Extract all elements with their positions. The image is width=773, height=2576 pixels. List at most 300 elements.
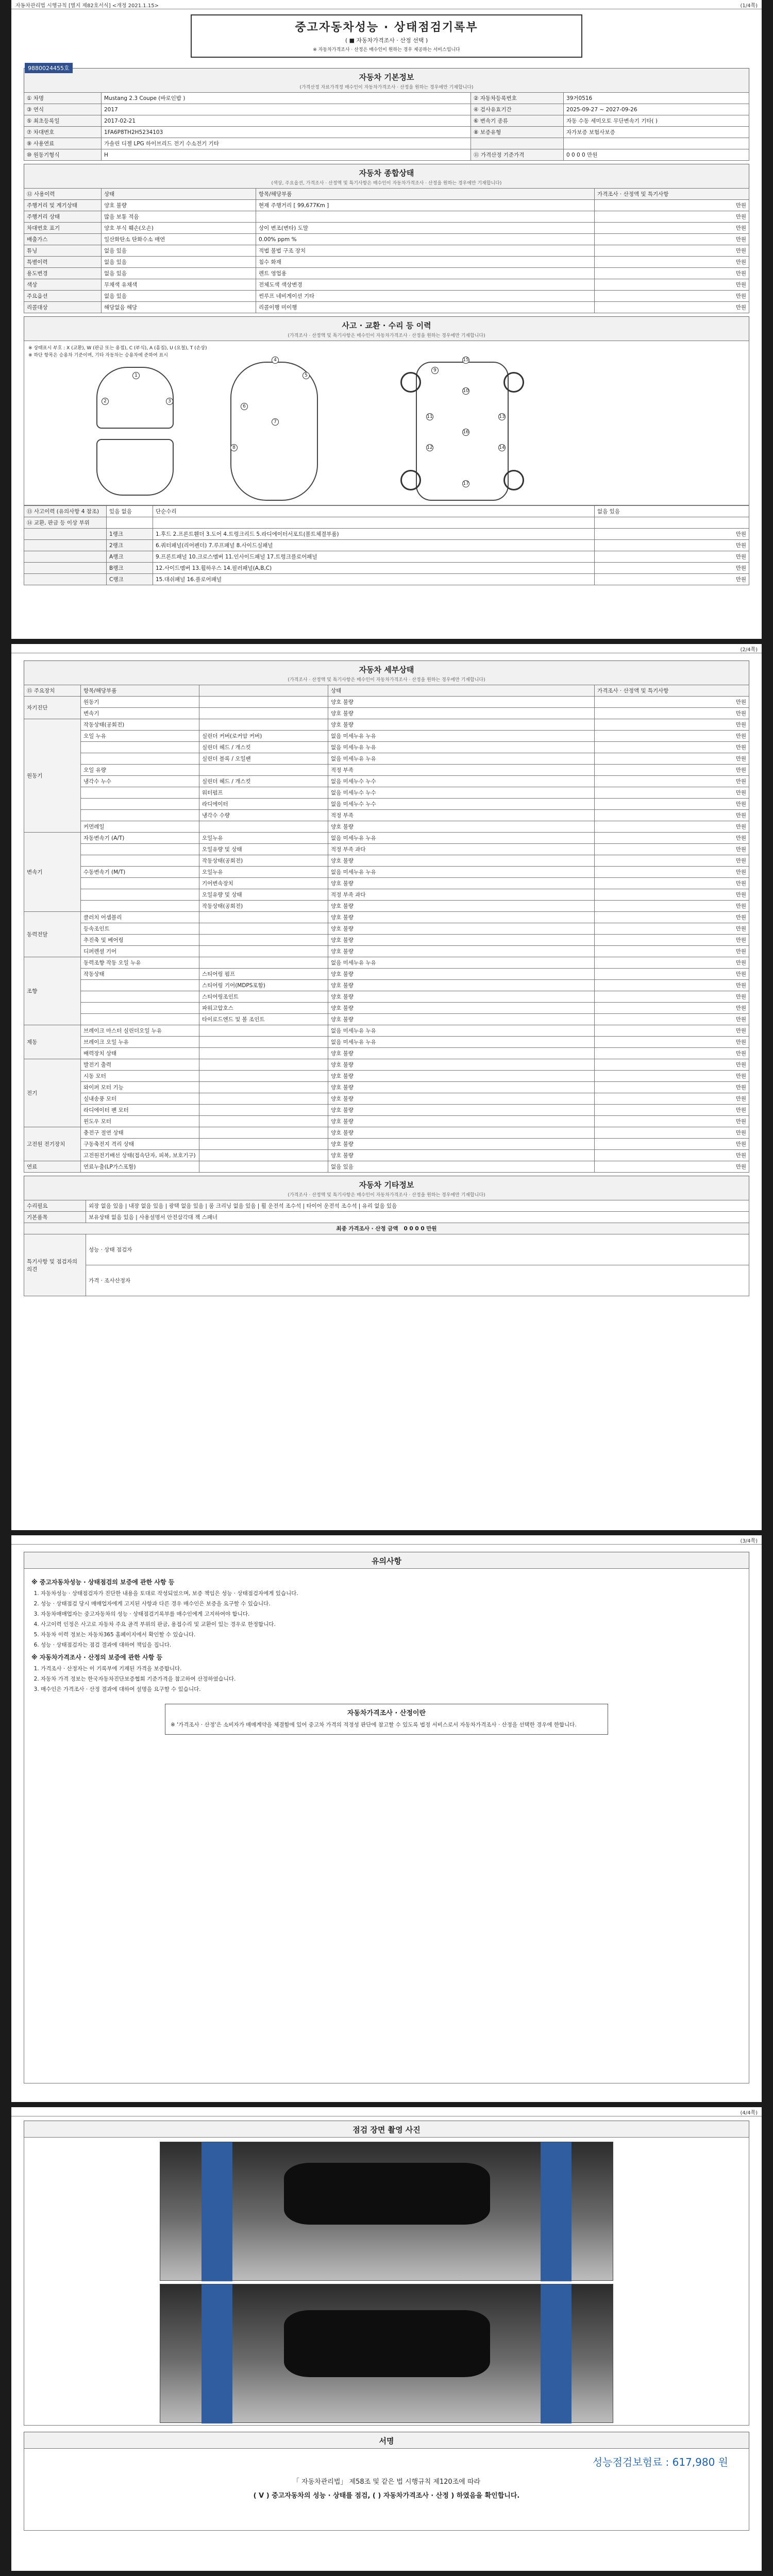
rank-items: 6.쿼터패널(리어펜더) 7.루프패널 8.사이드실패널 bbox=[153, 540, 595, 551]
detail-part bbox=[199, 719, 328, 731]
detail-item: 고전원전기배선 상태(접속단자, 피복, 보호기구) bbox=[81, 1150, 199, 1161]
detail-table bbox=[24, 685, 749, 1173]
summary-price: 만원 bbox=[595, 268, 749, 279]
part-number-marker: 5 bbox=[303, 372, 310, 379]
field-label: ⑩ 원동기형식 bbox=[24, 149, 102, 161]
detail-item: 브레이크 오일 누유 bbox=[81, 1037, 199, 1048]
part-number-marker: 3 bbox=[166, 398, 173, 405]
appraisal-explain-text: ※ '가격조사 · 산정'은 소비자가 매매계약을 체결함에 있어 중고차 가격의 적정성 판단에 참고할 수 있도록 법정 서비스로서 자동차가격조사 · 산정을 선택한 경우에 한합니다. bbox=[171, 1722, 577, 1728]
detail-part bbox=[199, 1071, 328, 1082]
sign-line-1: 「 자동차관리법」 제58조 및 같은 법 시행규칙 제120조에 따라 bbox=[292, 2478, 481, 2486]
accident-value-2: 없음 있음 bbox=[595, 506, 749, 517]
detail-price: 만원 bbox=[595, 969, 749, 980]
detail-row bbox=[24, 1059, 749, 1071]
summary-item bbox=[256, 211, 595, 223]
detail-price: 만원 bbox=[595, 697, 749, 708]
special-notes-inspector: 성능 · 상태 점검자 bbox=[86, 1234, 749, 1265]
accident-rank-row bbox=[24, 563, 749, 574]
detail-state: 양호 불량 bbox=[328, 901, 595, 912]
detail-part bbox=[199, 1025, 328, 1037]
detail-row bbox=[24, 753, 749, 765]
detail-price: 만원 bbox=[595, 1139, 749, 1150]
detail-price: 만원 bbox=[595, 753, 749, 765]
notes-item: 2. 자동차 가격 정보는 한국자동차진단보증협회 기준가격을 참고하여 산정하였습니다. bbox=[41, 1675, 742, 1683]
detail-price: 만원 bbox=[595, 1127, 749, 1139]
detail-price: 만원 bbox=[595, 708, 749, 719]
field-value: 2017 bbox=[102, 104, 471, 115]
detail-price: 만원 bbox=[595, 719, 749, 731]
detail-price: 만원 bbox=[595, 1105, 749, 1116]
detail-part bbox=[199, 1037, 328, 1048]
detail-state: 양호 불량 bbox=[328, 1116, 595, 1127]
accident-row bbox=[24, 506, 749, 517]
detail-item: 오일 누유 bbox=[81, 731, 199, 742]
wheel-icon bbox=[503, 372, 524, 393]
summary-row bbox=[24, 245, 749, 257]
detail-part: 실린더 블록 / 오일팬 bbox=[199, 753, 328, 765]
detail-row bbox=[24, 878, 749, 889]
field-value bbox=[564, 138, 749, 149]
basic-info-row bbox=[24, 93, 749, 104]
summary-price: 만원 bbox=[595, 257, 749, 268]
detail-state: 양호 불량 bbox=[328, 1082, 595, 1093]
detail-row bbox=[24, 1127, 749, 1139]
photos-header bbox=[24, 2121, 749, 2137]
field-label: ⑦ 차대번호 bbox=[24, 127, 102, 138]
part-number-marker: 6 bbox=[241, 403, 248, 410]
detail-part: 오일누유 bbox=[199, 833, 328, 844]
part-number-marker: 17 bbox=[463, 481, 469, 486]
detail-part: 스티어링 펌프 bbox=[199, 969, 328, 980]
summary-state: 없음 있음 bbox=[102, 291, 256, 302]
notes-title: 유의사항 bbox=[372, 1556, 401, 1566]
etc-table bbox=[24, 1200, 749, 1296]
detail-part bbox=[199, 1093, 328, 1105]
summary-state: 양호 불량 bbox=[102, 200, 256, 211]
summary-price: 만원 bbox=[595, 223, 749, 234]
summary-label: 특별이력 bbox=[24, 257, 102, 268]
summary-price: 만원 bbox=[595, 279, 749, 291]
detail-state: 없음 미세누유 누유 bbox=[328, 833, 595, 844]
detail-part: 파워고압호스 bbox=[199, 1003, 328, 1014]
rank-label: 1랭크 bbox=[107, 529, 153, 540]
notes-header bbox=[24, 1552, 749, 1568]
summary-item: 전체도색 색상변경 bbox=[256, 279, 595, 291]
detail-part bbox=[199, 912, 328, 923]
detail-part: 실린더 커버(로커암 커버) bbox=[199, 731, 328, 742]
detail-state: 없음 미세누수 누수 bbox=[328, 776, 595, 787]
detail-row bbox=[24, 912, 749, 923]
summary-row bbox=[24, 211, 749, 223]
detail-row bbox=[24, 980, 749, 991]
detail-item: 자동변속기 (A/T) bbox=[81, 833, 199, 844]
document-note: ※ 자동차가격조사 · 산정은 매수인이 원하는 경우 제공하는 서비스입니다 bbox=[313, 47, 460, 53]
column-header: 가격조사 · 산정액 및 특기사항 bbox=[595, 685, 749, 697]
detail-part bbox=[199, 1116, 328, 1127]
detail-price: 만원 bbox=[595, 957, 749, 969]
summary-price: 만원 bbox=[595, 291, 749, 302]
accident-desc: (가격조사 · 산정액 및 특기사항은 매수인이 자동차가격조사 · 산정을 원하는 경우에만 기재합니다) bbox=[288, 333, 485, 338]
detail-group: 동력전달 bbox=[24, 912, 81, 957]
detail-item: 배력장치 상태 bbox=[81, 1048, 199, 1059]
special-notes-appraiser: 가격 · 조사산정자 bbox=[86, 1265, 749, 1296]
detail-price: 만원 bbox=[595, 935, 749, 946]
notes-item: 5. 자동차 이력 정보는 자동차365 홈페이지에서 확인할 수 있습니다. bbox=[41, 1631, 742, 1639]
detail-price: 만원 bbox=[595, 844, 749, 855]
detail-price: 만원 bbox=[595, 889, 749, 901]
field-label bbox=[471, 138, 564, 149]
field-value: 자가보증 보험사보증 bbox=[564, 127, 749, 138]
detail-item: 커먼레일 bbox=[81, 821, 199, 833]
wheel-icon bbox=[400, 372, 421, 393]
detail-item: 클러치 어셈블리 bbox=[81, 912, 199, 923]
detail-item bbox=[81, 889, 199, 901]
detail-item: 연료누출(LP가스포함) bbox=[81, 1161, 199, 1173]
notes-item: 1. 자동차성능 · 상태점검자가 진단한 내용을 토대로 작성되었으며, 보증 책임은 성능 · 상태점검자에게 있습니다. bbox=[41, 1589, 742, 1598]
summary-state: 없음 있음 bbox=[102, 268, 256, 279]
detail-item: 작동상태(공회전) bbox=[81, 719, 199, 731]
detail-state: 없음 미세누유 누유 bbox=[328, 867, 595, 878]
detail-row bbox=[24, 1071, 749, 1082]
detail-item: 발전기 출력 bbox=[81, 1059, 199, 1071]
notes-box bbox=[24, 1568, 749, 2083]
wheel-icon bbox=[503, 470, 524, 490]
detail-price: 만원 bbox=[595, 1003, 749, 1014]
detail-state: 적정 부족 bbox=[328, 810, 595, 821]
detail-row bbox=[24, 719, 749, 731]
detail-part bbox=[199, 1150, 328, 1161]
summary-state: 일산화탄소 탄화수소 매연 bbox=[102, 234, 256, 245]
car-top-view bbox=[230, 362, 318, 501]
summary-label: 색상 bbox=[24, 279, 102, 291]
detail-row bbox=[24, 957, 749, 969]
field-label: ⑧ 보증유형 bbox=[471, 127, 564, 138]
detail-state: 없음 미세누유 누유 bbox=[328, 1037, 595, 1048]
detail-row bbox=[24, 799, 749, 810]
summary-price: 만원 bbox=[595, 234, 749, 245]
accident-value bbox=[107, 517, 153, 529]
detail-part: 실린더 헤드 / 개스킷 bbox=[199, 742, 328, 753]
summary-item: 렌트 영업용 bbox=[256, 268, 595, 279]
detail-item: 변속기 bbox=[81, 708, 199, 719]
detail-state: 없음 미세누유 누유 bbox=[328, 753, 595, 765]
part-number-marker: 8 bbox=[230, 444, 238, 451]
accident-value-2 bbox=[595, 517, 749, 529]
detail-state: 양호 불량 bbox=[328, 1150, 595, 1161]
detail-part: 스티어링조인트 bbox=[199, 991, 328, 1003]
detail-price: 만원 bbox=[595, 1014, 749, 1025]
summary-title: 자동차 종합상태 bbox=[359, 168, 414, 178]
part-number-marker: 13 bbox=[499, 414, 505, 419]
detail-row bbox=[24, 1139, 749, 1150]
detail-state: 없음 미세누유 누유 bbox=[328, 731, 595, 742]
accident-title: 사고 · 교환 · 수리 등 이력 bbox=[342, 321, 431, 330]
detail-item bbox=[81, 901, 199, 912]
photos-box bbox=[24, 2137, 749, 2426]
summary-item: 침수 화재 bbox=[256, 257, 595, 268]
page-number: (1/4쪽) bbox=[740, 3, 758, 9]
detail-state: 양호 불량 bbox=[328, 935, 595, 946]
column-header bbox=[199, 685, 328, 697]
spacer bbox=[24, 563, 107, 574]
basic-info-row bbox=[24, 127, 749, 138]
notes-item: 3. 매수인은 가격조사 · 산정 결과에 대하여 설명을 요구할 수 있습니다. bbox=[41, 1685, 742, 1693]
part-number-marker: 2 bbox=[102, 398, 109, 405]
notes-list-1 bbox=[31, 1589, 742, 1649]
detail-part: 작동상태(공회전) bbox=[199, 855, 328, 867]
column-header: 상태 bbox=[102, 189, 256, 200]
detail-item: 오일 유량 bbox=[81, 765, 199, 776]
detail-part: 스티어링 기어(MDPS포함) bbox=[199, 980, 328, 991]
detail-row bbox=[24, 731, 749, 742]
summary-price: 만원 bbox=[595, 245, 749, 257]
detail-state: 적정 부족 과다 bbox=[328, 844, 595, 855]
detail-part: 실린더 헤드 / 개스킷 bbox=[199, 776, 328, 787]
field-value: 1FA6P8TH2H5234103 bbox=[102, 127, 471, 138]
detail-price: 만원 bbox=[595, 821, 749, 833]
notes-item: 1. 가격조사 · 산정자는 이 기록부에 기재된 가격을 보증합니다. bbox=[41, 1665, 742, 1673]
part-number-marker: 1 bbox=[132, 372, 140, 379]
detail-price: 만원 bbox=[595, 923, 749, 935]
accident-label: ⑭ 교환, 판금 등 이상 부위 bbox=[24, 517, 107, 529]
detail-state: 양호 불량 bbox=[328, 1105, 595, 1116]
detail-price: 만원 bbox=[595, 1116, 749, 1127]
summary-header bbox=[24, 164, 749, 188]
detail-item: 브레이크 마스터 실린더오일 누유 bbox=[81, 1025, 199, 1037]
detail-header bbox=[24, 660, 749, 685]
etc-desc: (가격조사 · 산정액 및 특기사항은 매수인이 자동차가격조사 · 산정을 원하는 경우에만 기재합니다) bbox=[288, 1193, 485, 1198]
detail-item: 와이퍼 모터 기능 bbox=[81, 1082, 199, 1093]
detail-row bbox=[24, 901, 749, 912]
detail-price: 만원 bbox=[595, 1037, 749, 1048]
inspection-photo-rear bbox=[160, 2284, 613, 2423]
field-label: ④ 검사유효기간 bbox=[471, 104, 564, 115]
detail-item: 디퍼렌셜 기어 bbox=[81, 946, 199, 957]
summary-desc: (색상, 주요옵션, 가격조사 · 산정액 및 특기사항은 매수인이 자동차가격조사 · 산정을 원하는 경우에만 기재합니다) bbox=[271, 181, 502, 186]
summary-item: 0.00% ppm % bbox=[256, 234, 595, 245]
detail-price: 만원 bbox=[595, 867, 749, 878]
detail-state: 양호 불량 bbox=[328, 821, 595, 833]
field-label: ⑤ 최초등록일 bbox=[24, 115, 102, 127]
car-underside bbox=[284, 2310, 490, 2377]
detail-part: 오일누유 bbox=[199, 867, 328, 878]
accident-header bbox=[24, 316, 749, 341]
etc-items: 외장 없음 있음 | 내장 없음 있음 | 광택 없음 있음 | 룸 크리닝 없음 있음 | 휠 운전석 조수석 | 타이어 운전석 조수석 | 유리 없음 있음 bbox=[86, 1200, 749, 1212]
summary-price: 만원 bbox=[595, 302, 749, 313]
detail-row bbox=[24, 855, 749, 867]
detail-state: 없음 미세누유 누유 bbox=[328, 1025, 595, 1037]
sign-box bbox=[24, 2448, 749, 2531]
detail-title: 자동차 세부상태 bbox=[359, 665, 414, 674]
detail-row bbox=[24, 776, 749, 787]
detail-part: 냉각수 수량 bbox=[199, 810, 328, 821]
accident-label-2 bbox=[153, 517, 595, 529]
summary-label: 주행거리 상태 bbox=[24, 211, 102, 223]
detail-state: 적정 부족 과다 bbox=[328, 889, 595, 901]
detail-group: 연료 bbox=[24, 1161, 81, 1173]
diagram-legend: ※ 상태표시 부호 : X (교환), W (판금 또는 용접), C (부식), A (흠집), U (요철), T (손상) bbox=[28, 346, 207, 351]
detail-row bbox=[24, 810, 749, 821]
detail-state: 양호 불량 bbox=[328, 1048, 595, 1059]
part-number-marker: 12 bbox=[427, 445, 433, 450]
column-header: ⑫ 사용이력 bbox=[24, 189, 102, 200]
detail-price: 만원 bbox=[595, 991, 749, 1003]
detail-row bbox=[24, 1082, 749, 1093]
detail-part bbox=[199, 1139, 328, 1150]
detail-price: 만원 bbox=[595, 1071, 749, 1082]
detail-part: 오일유량 및 상태 bbox=[199, 844, 328, 855]
detail-item: 냉각수 누수 bbox=[81, 776, 199, 787]
detail-state: 양호 불량 bbox=[328, 1127, 595, 1139]
detail-item: 등속조인트 bbox=[81, 923, 199, 935]
notes-heading-2: ※ 자동차가격조사 · 산정의 보증에 관한 사항 등 bbox=[31, 1654, 163, 1661]
diagram-legend-2: ※ 하단 항목은 승용차 기준이며, 기타 자동차는 승용차에 준하여 표시 bbox=[28, 353, 168, 358]
detail-part: 오일유량 및 상태 bbox=[199, 889, 328, 901]
detail-part bbox=[199, 1082, 328, 1093]
detail-row bbox=[24, 969, 749, 980]
summary-item: 상이 변조(변타) 도말 bbox=[256, 223, 595, 234]
detail-group: 변속기 bbox=[24, 833, 81, 912]
detail-row bbox=[24, 935, 749, 946]
part-number-marker: 15 bbox=[463, 358, 469, 363]
detail-state: 없음 미세누수 누수 bbox=[328, 799, 595, 810]
detail-state: 양호 불량 bbox=[328, 1014, 595, 1025]
basic-info-header bbox=[24, 68, 749, 92]
detail-price: 만원 bbox=[595, 878, 749, 889]
part-number-marker: 9 bbox=[431, 367, 439, 374]
column-header: 항목/해당부품 bbox=[256, 189, 595, 200]
notes-item: 2. 성능 · 상태점검 당시 매매업자에게 고지된 사항과 다른 경우 매수인은 보증을 요구할 수 있습니다. bbox=[41, 1600, 742, 1608]
detail-item: 충전구 절연 상태 bbox=[81, 1127, 199, 1139]
detail-row bbox=[24, 787, 749, 799]
spacer bbox=[24, 540, 107, 551]
detail-row bbox=[24, 1048, 749, 1059]
etc-row bbox=[24, 1212, 749, 1223]
summary-label: 주행거리 및 계기상태 bbox=[24, 200, 102, 211]
summary-state: 해당없음 해당 bbox=[102, 302, 256, 313]
inspection-photo-front bbox=[160, 2142, 613, 2281]
page-header bbox=[11, 0, 762, 9]
notes-item: 4. 사고이력 인정은 사고로 자동차 주요 골격 부위의 판금, 용접수리 및 교환이 있는 경우로 한정합니다. bbox=[41, 1620, 742, 1629]
summary-row bbox=[24, 234, 749, 245]
summary-row bbox=[24, 223, 749, 234]
column-header: 항목/해당부품 bbox=[81, 685, 199, 697]
page-1 bbox=[11, 0, 762, 639]
field-label: ⑪ 가격산정 기준가격 bbox=[471, 149, 564, 161]
spacer bbox=[24, 551, 107, 563]
detail-item: 수동변속기 (M/T) bbox=[81, 867, 199, 878]
detail-price: 만원 bbox=[595, 1048, 749, 1059]
detail-state: 양호 불량 bbox=[328, 719, 595, 731]
summary-item: 썬루프 네비게이션 기타 bbox=[256, 291, 595, 302]
summary-row bbox=[24, 279, 749, 291]
etc-row bbox=[24, 1200, 749, 1212]
detail-row bbox=[24, 742, 749, 753]
detail-state: 양호 불량 bbox=[328, 980, 595, 991]
detail-part: 워터펌프 bbox=[199, 787, 328, 799]
detail-group: 고전원 전기장치 bbox=[24, 1127, 81, 1161]
insurance-cost: 성능점검보험료 : 617,980 원 bbox=[592, 2456, 728, 2468]
summary-label: 튜닝 bbox=[24, 245, 102, 257]
field-value: 0 0 0 0 만원 bbox=[564, 149, 749, 161]
field-value: 2017-02-21 bbox=[102, 115, 471, 127]
detail-state: 적정 부족 bbox=[328, 765, 595, 776]
lift-post bbox=[541, 2284, 572, 2424]
detail-state: 양호 불량 bbox=[328, 1093, 595, 1105]
summary-row bbox=[24, 257, 749, 268]
detail-item: 추진축 및 베어링 bbox=[81, 935, 199, 946]
detail-row bbox=[24, 923, 749, 935]
detail-row bbox=[24, 1105, 749, 1116]
detail-state: 없음 미세누유 누유 bbox=[328, 957, 595, 969]
detail-row bbox=[24, 867, 749, 878]
sign-header bbox=[24, 2432, 749, 2448]
sign-title: 서명 bbox=[379, 2436, 394, 2446]
special-notes-label: 특기사항 및 점검자의 의견 bbox=[24, 1234, 86, 1296]
rank-items: 15.대쉬패널 16.플로어패널 bbox=[153, 574, 595, 585]
rank-items: 1.후드 2.프론트휀더 3.도어 4.트렁크리드 5.라디에이터서포트(볼트체결부품) bbox=[153, 529, 595, 540]
rank-price: 만원 bbox=[595, 551, 749, 563]
accident-rank-row bbox=[24, 574, 749, 585]
part-number-marker: 11 bbox=[427, 414, 433, 419]
rank-label: C랭크 bbox=[107, 574, 153, 585]
detail-row bbox=[24, 765, 749, 776]
detail-price: 만원 bbox=[595, 810, 749, 821]
accident-row bbox=[24, 517, 749, 529]
detail-item bbox=[81, 753, 199, 765]
detail-row bbox=[24, 889, 749, 901]
detail-part bbox=[199, 957, 328, 969]
accident-rank-row bbox=[24, 551, 749, 563]
page-number: (2/4쪽) bbox=[740, 647, 758, 653]
detail-price: 만원 bbox=[595, 946, 749, 957]
page-header bbox=[11, 2107, 762, 2116]
rank-label: 2랭크 bbox=[107, 540, 153, 551]
detail-row bbox=[24, 946, 749, 957]
detail-item bbox=[81, 980, 199, 991]
detail-row bbox=[24, 1093, 749, 1105]
field-label: ③ 연식 bbox=[24, 104, 102, 115]
detail-part: 타이로드엔드 및 볼 조인트 bbox=[199, 1014, 328, 1025]
detail-price: 만원 bbox=[595, 1093, 749, 1105]
detail-part bbox=[199, 708, 328, 719]
field-label: ② 자동차등록번호 bbox=[471, 93, 564, 104]
detail-price: 만원 bbox=[595, 855, 749, 867]
detail-price: 만원 bbox=[595, 765, 749, 776]
detail-price: 만원 bbox=[595, 833, 749, 844]
accident-value: 있음 없음 bbox=[107, 506, 153, 517]
page-3 bbox=[11, 1535, 762, 2102]
detail-state: 양호 불량 bbox=[328, 912, 595, 923]
detail-row bbox=[24, 1150, 749, 1161]
summary-label: 주요옵션 bbox=[24, 291, 102, 302]
form-reference: 자동차관리법 시행규칙 [별지 제82호서식] <개정 2021.1.15> bbox=[15, 3, 159, 9]
document-number: 9880024455호 bbox=[25, 63, 73, 73]
detail-price: 만원 bbox=[595, 980, 749, 991]
detail-item: 원동기 bbox=[81, 697, 199, 708]
detail-part bbox=[199, 923, 328, 935]
spacer bbox=[24, 529, 107, 540]
detail-part bbox=[199, 1059, 328, 1071]
summary-item: 현재 주행거리 [ 99,677Km ] bbox=[256, 200, 595, 211]
sign-line-2: ( V ) 중고자동차의 성능 · 상태를 점검, ( ) 자동차가격조사 · 산정 ) 하였음을 확인합니다. bbox=[253, 2492, 520, 2500]
detail-row bbox=[24, 697, 749, 708]
detail-price: 만원 bbox=[595, 1150, 749, 1161]
part-number-marker: 14 bbox=[499, 445, 505, 450]
page-2 bbox=[11, 644, 762, 1530]
accident-label: ⑬ 사고이력 (유의사항 4 참조) bbox=[24, 506, 107, 517]
detail-group: 제동 bbox=[24, 1025, 81, 1059]
